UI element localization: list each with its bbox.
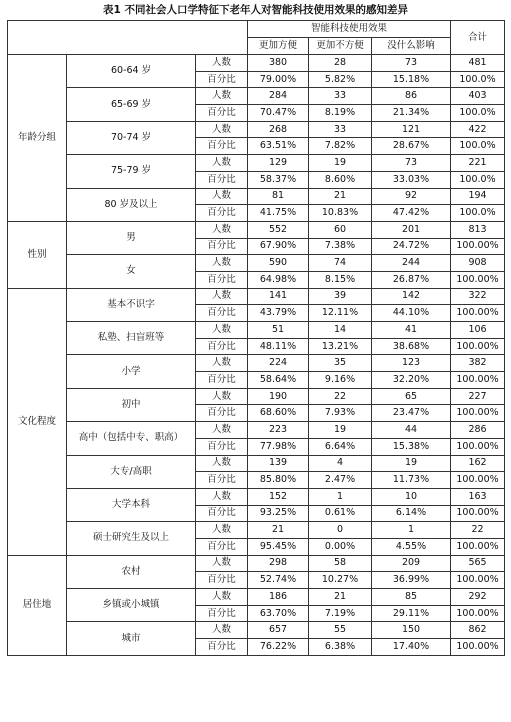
table-cell: 106 xyxy=(451,322,505,339)
table-cell: 292 xyxy=(451,589,505,606)
table-cell: 139 xyxy=(248,455,309,472)
table-cell: 121 xyxy=(372,121,451,138)
table-cell: 21.34% xyxy=(372,105,451,122)
table-cell: 64.98% xyxy=(248,271,309,288)
row-type-percent: 百分比 xyxy=(196,538,248,555)
table-row xyxy=(8,455,505,472)
item-label: 城市 xyxy=(67,622,196,655)
row-type-percent: 百分比 xyxy=(196,372,248,389)
row-type-count: 人数 xyxy=(196,55,248,72)
table-cell: 1 xyxy=(372,522,451,539)
table-cell: 22 xyxy=(451,522,505,539)
row-type-count: 人数 xyxy=(196,355,248,372)
table-row xyxy=(8,88,505,105)
table-cell: 44 xyxy=(372,422,451,439)
table-cell: 22 xyxy=(309,388,372,405)
table-cell: 298 xyxy=(248,555,309,572)
table-cell: 44.10% xyxy=(372,305,451,322)
table-cell: 190 xyxy=(248,388,309,405)
table-cell: 403 xyxy=(451,88,505,105)
table-cell: 76.22% xyxy=(248,639,309,656)
table-cell: 19 xyxy=(372,455,451,472)
item-label: 女 xyxy=(67,255,196,288)
table-cell: 67.90% xyxy=(248,238,309,255)
table-cell: 481 xyxy=(451,55,505,72)
table-cell: 15.18% xyxy=(372,71,451,88)
row-type-percent: 百分比 xyxy=(196,639,248,656)
table-cell: 221 xyxy=(451,155,505,172)
table-cell: 268 xyxy=(248,121,309,138)
table-cell: 590 xyxy=(248,255,309,272)
table-cell: 813 xyxy=(451,221,505,238)
table-cell: 7.19% xyxy=(309,605,372,622)
row-type-percent: 百分比 xyxy=(196,472,248,489)
group-label: 性别 xyxy=(8,221,67,288)
data-table xyxy=(7,20,505,656)
table-cell: 8.15% xyxy=(309,271,372,288)
table-cell: 908 xyxy=(451,255,505,272)
row-type-percent: 百分比 xyxy=(196,171,248,188)
row-type-percent: 百分比 xyxy=(196,138,248,155)
table-row xyxy=(8,488,505,505)
table-row xyxy=(8,355,505,372)
row-type-count: 人数 xyxy=(196,589,248,606)
table-cell: 2.47% xyxy=(309,472,372,489)
table-cell: 81 xyxy=(248,188,309,205)
table-cell: 7.82% xyxy=(309,138,372,155)
table-cell: 382 xyxy=(451,355,505,372)
table-cell: 141 xyxy=(248,288,309,305)
item-label: 65-69 岁 xyxy=(67,88,196,121)
table-cell: 85.80% xyxy=(248,472,309,489)
table-cell: 6.38% xyxy=(309,639,372,656)
table-cell: 9.16% xyxy=(309,372,372,389)
item-label: 乡镇或小城镇 xyxy=(67,589,196,622)
table-cell: 422 xyxy=(451,121,505,138)
row-type-count: 人数 xyxy=(196,188,248,205)
table-title: 表1 不同社会人口学特征下老年人对智能科技使用效果的感知差异 xyxy=(103,4,408,16)
table-cell: 552 xyxy=(248,221,309,238)
group-label: 年龄分组 xyxy=(8,55,67,222)
table-cell: 52.74% xyxy=(248,572,309,589)
table-row xyxy=(8,555,505,572)
table-cell: 286 xyxy=(451,422,505,439)
row-type-percent: 百分比 xyxy=(196,438,248,455)
table-cell: 100.0% xyxy=(451,171,505,188)
row-type-count: 人数 xyxy=(196,322,248,339)
row-type-percent: 百分比 xyxy=(196,105,248,122)
row-type-percent: 百分比 xyxy=(196,505,248,522)
item-label: 75-79 岁 xyxy=(67,155,196,188)
table-cell: 41.75% xyxy=(248,205,309,222)
row-type-count: 人数 xyxy=(196,155,248,172)
table-cell: 36.99% xyxy=(372,572,451,589)
table-cell: 10.83% xyxy=(309,205,372,222)
table-cell: 63.70% xyxy=(248,605,309,622)
table-cell: 100.0% xyxy=(451,105,505,122)
item-label: 高中（包括中专、职高） xyxy=(67,422,196,455)
table-cell: 28.67% xyxy=(372,138,451,155)
table-cell: 123 xyxy=(372,355,451,372)
table-cell: 100.00% xyxy=(451,605,505,622)
table-cell: 209 xyxy=(372,555,451,572)
header-col-more-convenient: 更加方便 xyxy=(248,38,309,55)
table-row xyxy=(8,322,505,339)
row-type-count: 人数 xyxy=(196,255,248,272)
table-cell: 657 xyxy=(248,622,309,639)
table-cell: 100.00% xyxy=(451,305,505,322)
table-cell: 33 xyxy=(309,88,372,105)
table-cell: 26.87% xyxy=(372,271,451,288)
item-label: 男 xyxy=(67,221,196,254)
table-cell: 15.38% xyxy=(372,438,451,455)
row-type-percent: 百分比 xyxy=(196,71,248,88)
table-cell: 4 xyxy=(309,455,372,472)
table-cell: 21 xyxy=(309,589,372,606)
table-cell: 41 xyxy=(372,322,451,339)
group-label: 居住地 xyxy=(8,555,67,655)
table-cell: 100.00% xyxy=(451,572,505,589)
table-cell: 95.45% xyxy=(248,538,309,555)
table-cell: 73 xyxy=(372,55,451,72)
row-type-count: 人数 xyxy=(196,622,248,639)
table-cell: 380 xyxy=(248,55,309,72)
table-cell: 43.79% xyxy=(248,305,309,322)
table-cell: 0.00% xyxy=(309,538,372,555)
table-cell: 23.47% xyxy=(372,405,451,422)
table-row xyxy=(8,155,505,172)
table-cell: 73 xyxy=(372,155,451,172)
table-cell: 6.64% xyxy=(309,438,372,455)
row-type-count: 人数 xyxy=(196,221,248,238)
row-type-percent: 百分比 xyxy=(196,305,248,322)
table-cell: 86 xyxy=(372,88,451,105)
table-row xyxy=(8,589,505,606)
table-cell: 322 xyxy=(451,288,505,305)
table-cell: 150 xyxy=(372,622,451,639)
row-type-percent: 百分比 xyxy=(196,338,248,355)
table-cell: 284 xyxy=(248,88,309,105)
table-cell: 63.51% xyxy=(248,138,309,155)
table-cell: 29.11% xyxy=(372,605,451,622)
table-row xyxy=(8,221,505,238)
table-cell: 223 xyxy=(248,422,309,439)
table-cell: 5.82% xyxy=(309,71,372,88)
item-label: 小学 xyxy=(67,355,196,388)
item-label: 70-74 岁 xyxy=(67,121,196,154)
table-cell: 227 xyxy=(451,388,505,405)
row-type-percent: 百分比 xyxy=(196,271,248,288)
table-cell: 100.0% xyxy=(451,138,505,155)
table-cell: 1 xyxy=(309,488,372,505)
table-cell: 60 xyxy=(309,221,372,238)
table-cell: 163 xyxy=(451,488,505,505)
table-cell: 12.11% xyxy=(309,305,372,322)
row-type-count: 人数 xyxy=(196,555,248,572)
table-cell: 6.14% xyxy=(372,505,451,522)
table-cell: 7.38% xyxy=(309,238,372,255)
row-type-count: 人数 xyxy=(196,455,248,472)
table-cell: 58 xyxy=(309,555,372,572)
table-cell: 224 xyxy=(248,355,309,372)
table-cell: 100.00% xyxy=(451,639,505,656)
item-label: 农村 xyxy=(67,555,196,588)
row-type-count: 人数 xyxy=(196,88,248,105)
table-cell: 201 xyxy=(372,221,451,238)
table-cell: 4.55% xyxy=(372,538,451,555)
table-cell: 0 xyxy=(309,522,372,539)
table-cell: 51 xyxy=(248,322,309,339)
table-cell: 28 xyxy=(309,55,372,72)
table-cell: 100.00% xyxy=(451,438,505,455)
row-type-count: 人数 xyxy=(196,288,248,305)
row-type-percent: 百分比 xyxy=(196,605,248,622)
table-cell: 85 xyxy=(372,589,451,606)
table-cell: 0.61% xyxy=(309,505,372,522)
table-cell: 162 xyxy=(451,455,505,472)
table-row xyxy=(8,255,505,272)
table-cell: 70.47% xyxy=(248,105,309,122)
table-cell: 100.00% xyxy=(451,338,505,355)
row-type-percent: 百分比 xyxy=(196,405,248,422)
table-cell: 19 xyxy=(309,155,372,172)
table-cell: 65 xyxy=(372,388,451,405)
table-cell: 39 xyxy=(309,288,372,305)
row-type-count: 人数 xyxy=(196,388,248,405)
table-cell: 77.98% xyxy=(248,438,309,455)
table-cell: 11.73% xyxy=(372,472,451,489)
item-label: 初中 xyxy=(67,388,196,421)
table-cell: 13.21% xyxy=(309,338,372,355)
table-cell: 8.19% xyxy=(309,105,372,122)
item-label: 80 岁及以上 xyxy=(67,188,196,221)
row-type-count: 人数 xyxy=(196,422,248,439)
table-row xyxy=(8,522,505,539)
item-label: 大专/高职 xyxy=(67,455,196,488)
row-type-count: 人数 xyxy=(196,488,248,505)
table-cell: 58.64% xyxy=(248,372,309,389)
table-cell: 93.25% xyxy=(248,505,309,522)
table-cell: 100.00% xyxy=(451,538,505,555)
table-cell: 565 xyxy=(451,555,505,572)
header-col-less-convenient: 更加不方便 xyxy=(309,38,372,55)
table-cell: 10.27% xyxy=(309,572,372,589)
table-cell: 58.37% xyxy=(248,171,309,188)
table-cell: 152 xyxy=(248,488,309,505)
table-cell: 38.68% xyxy=(372,338,451,355)
header-col-no-effect: 没什么影响 xyxy=(372,38,451,55)
item-label: 基本不识字 xyxy=(67,288,196,321)
table-row xyxy=(8,288,505,305)
table-row xyxy=(8,622,505,639)
table-row xyxy=(8,121,505,138)
table-cell: 33 xyxy=(309,121,372,138)
item-label: 大学本科 xyxy=(67,488,196,521)
header-total: 合计 xyxy=(451,21,505,55)
table-cell: 21 xyxy=(309,188,372,205)
table-row xyxy=(8,422,505,439)
table-cell: 10 xyxy=(372,488,451,505)
table-cell: 129 xyxy=(248,155,309,172)
table-cell: 24.72% xyxy=(372,238,451,255)
table-row xyxy=(8,188,505,205)
row-type-percent: 百分比 xyxy=(196,205,248,222)
table-cell: 68.60% xyxy=(248,405,309,422)
table-cell: 21 xyxy=(248,522,309,539)
group-label: 文化程度 xyxy=(8,288,67,555)
table-cell: 17.40% xyxy=(372,639,451,656)
table-cell: 74 xyxy=(309,255,372,272)
row-type-percent: 百分比 xyxy=(196,572,248,589)
table-cell: 100.00% xyxy=(451,405,505,422)
table-cell: 862 xyxy=(451,622,505,639)
table-cell: 100.00% xyxy=(451,472,505,489)
table-cell: 100.00% xyxy=(451,238,505,255)
table-cell: 100.0% xyxy=(451,71,505,88)
table-cell: 55 xyxy=(309,622,372,639)
row-type-count: 人数 xyxy=(196,121,248,138)
row-type-percent: 百分比 xyxy=(196,238,248,255)
table-cell: 19 xyxy=(309,422,372,439)
table-cell: 33.03% xyxy=(372,171,451,188)
table-cell: 14 xyxy=(309,322,372,339)
table-cell: 186 xyxy=(248,589,309,606)
table-row xyxy=(8,55,505,72)
table-cell: 100.00% xyxy=(451,372,505,389)
table-cell: 79.00% xyxy=(248,71,309,88)
table-cell: 142 xyxy=(372,288,451,305)
table-cell: 100.0% xyxy=(451,205,505,222)
table-cell: 100.00% xyxy=(451,505,505,522)
header-group: 智能科技使用效果 xyxy=(248,21,451,38)
table-cell: 244 xyxy=(372,255,451,272)
item-label: 硕士研究生及以上 xyxy=(67,522,196,555)
table-cell: 32.20% xyxy=(372,372,451,389)
item-label: 私塾、扫盲班等 xyxy=(67,322,196,355)
table-cell: 47.42% xyxy=(372,205,451,222)
header-blank xyxy=(8,21,248,55)
table-cell: 92 xyxy=(372,188,451,205)
table-cell: 35 xyxy=(309,355,372,372)
table-row xyxy=(8,388,505,405)
row-type-count: 人数 xyxy=(196,522,248,539)
table-cell: 48.11% xyxy=(248,338,309,355)
table-cell: 194 xyxy=(451,188,505,205)
table-cell: 100.00% xyxy=(451,271,505,288)
table-cell: 8.60% xyxy=(309,171,372,188)
item-label: 60-64 岁 xyxy=(67,55,196,88)
table-cell: 7.93% xyxy=(309,405,372,422)
